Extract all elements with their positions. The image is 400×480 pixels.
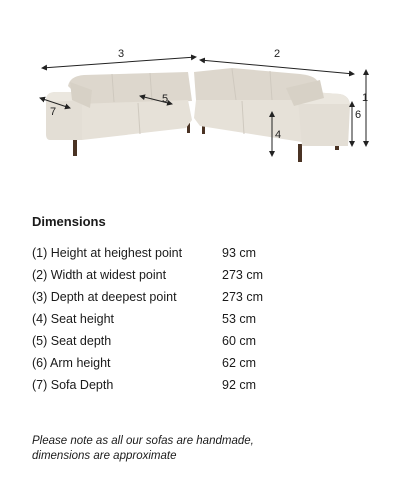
marker-7: 7 — [50, 106, 57, 118]
sofa-leg — [298, 144, 302, 162]
dimension-row — [32, 352, 372, 374]
marker-6: 6 — [355, 109, 362, 121]
dimension-value: 60 cm — [222, 334, 257, 348]
dimension-label: (6) Arm height — [32, 356, 111, 370]
marker-1: 1 — [362, 92, 369, 104]
dimension-label: (4) Seat height — [32, 312, 114, 326]
sofa-dimension-diagram — [0, 0, 400, 200]
dimension-row — [32, 374, 372, 396]
dimension-label: (3) Depth at deepest point — [32, 290, 177, 304]
note-line-2: dimensions are approximate — [32, 450, 177, 462]
marker-4: 4 — [275, 129, 282, 141]
dimension-row — [32, 264, 372, 286]
sofa-leg — [73, 140, 77, 156]
seat-left — [76, 100, 192, 140]
dimension-label: (2) Width at widest point — [32, 268, 167, 282]
dimension-value: 92 cm — [222, 378, 257, 392]
marker-2: 2 — [274, 48, 281, 60]
dimension-row — [32, 242, 372, 264]
handmade-note — [32, 434, 372, 464]
note-line-1: Please note as all our sofas are handmade, — [32, 435, 254, 447]
marker-3: 3 — [118, 48, 125, 60]
dimension-value: 273 cm — [222, 268, 263, 282]
dimension-label: (7) Sofa Depth — [32, 378, 114, 392]
dimension-row — [32, 286, 372, 308]
seat-right — [194, 100, 302, 142]
dimensions-list — [32, 242, 372, 396]
dimension-row — [32, 308, 372, 330]
dimension-value: 273 cm — [222, 290, 263, 304]
dimension-row — [32, 330, 372, 352]
corner-sofa-illustration — [46, 68, 350, 162]
dimension-value: 53 cm — [222, 312, 257, 326]
dimension-value: 93 cm — [222, 246, 257, 260]
dimension-label: (1) Height at heighest point — [32, 246, 183, 260]
dimensions-heading: Dimensions — [32, 214, 106, 229]
marker-5: 5 — [162, 93, 169, 105]
dimension-value: 62 cm — [222, 356, 257, 370]
dimension-label: (5) Seat depth — [32, 334, 112, 348]
